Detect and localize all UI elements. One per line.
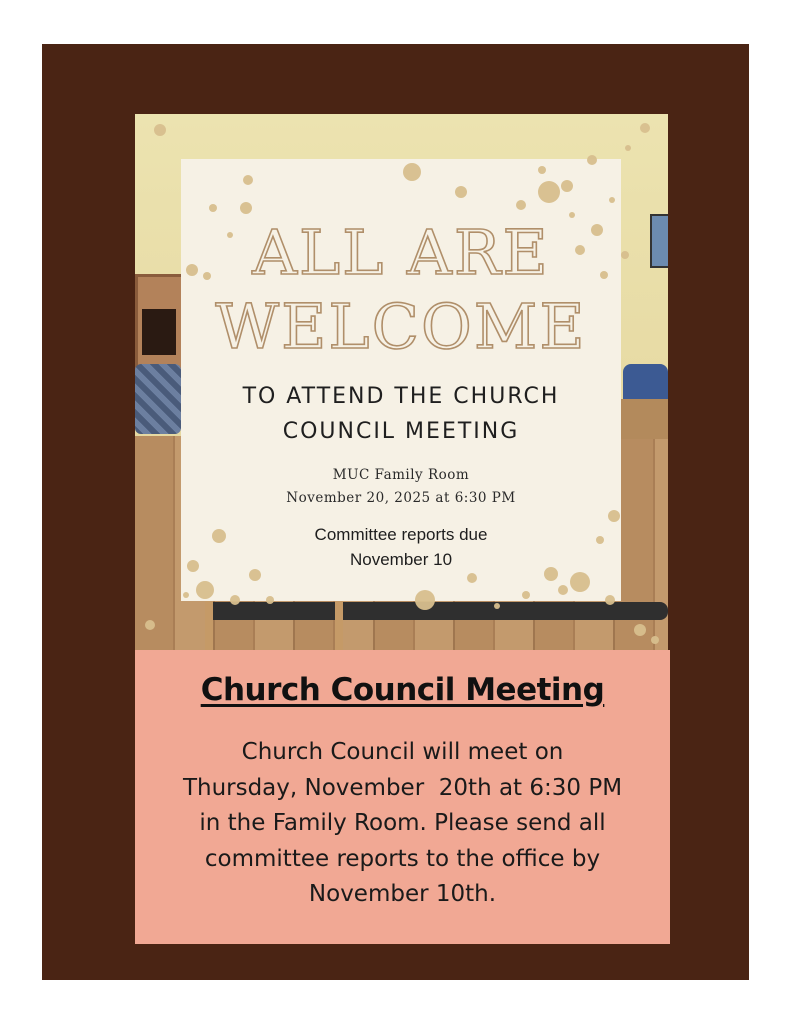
reports-due-line-2: November 10 [349,550,453,569]
announcement-body [140,735,665,913]
announcement-line: Church Council will meet on [241,739,564,765]
announcement-title: Church Council Meeting [200,672,605,708]
subheading-line-2: COUNCIL MEETING [282,419,520,444]
subheading-line-1: TO ATTEND THE CHURCH [242,384,560,409]
easel-base [205,602,668,620]
reports-due-line-1: Committee reports due [314,525,488,544]
announcement-line: committee reports to the office by [204,845,601,872]
armchair [135,364,181,434]
headline-line-2: WELCOME [215,290,587,363]
wall-picture [650,214,668,268]
table [619,399,668,439]
meeting-datetime: November 20, 2025 at 6:30 PM [286,490,516,506]
announcement-line: November 10th. [308,881,497,907]
headline-line-1: ALL ARE [252,216,550,289]
announcement-line: in the Family Room. Please send all [199,810,606,836]
announcement-line: Thursday, November 20th at 6:30 PM [182,774,623,801]
meeting-location: MUC Family Room [332,467,470,483]
